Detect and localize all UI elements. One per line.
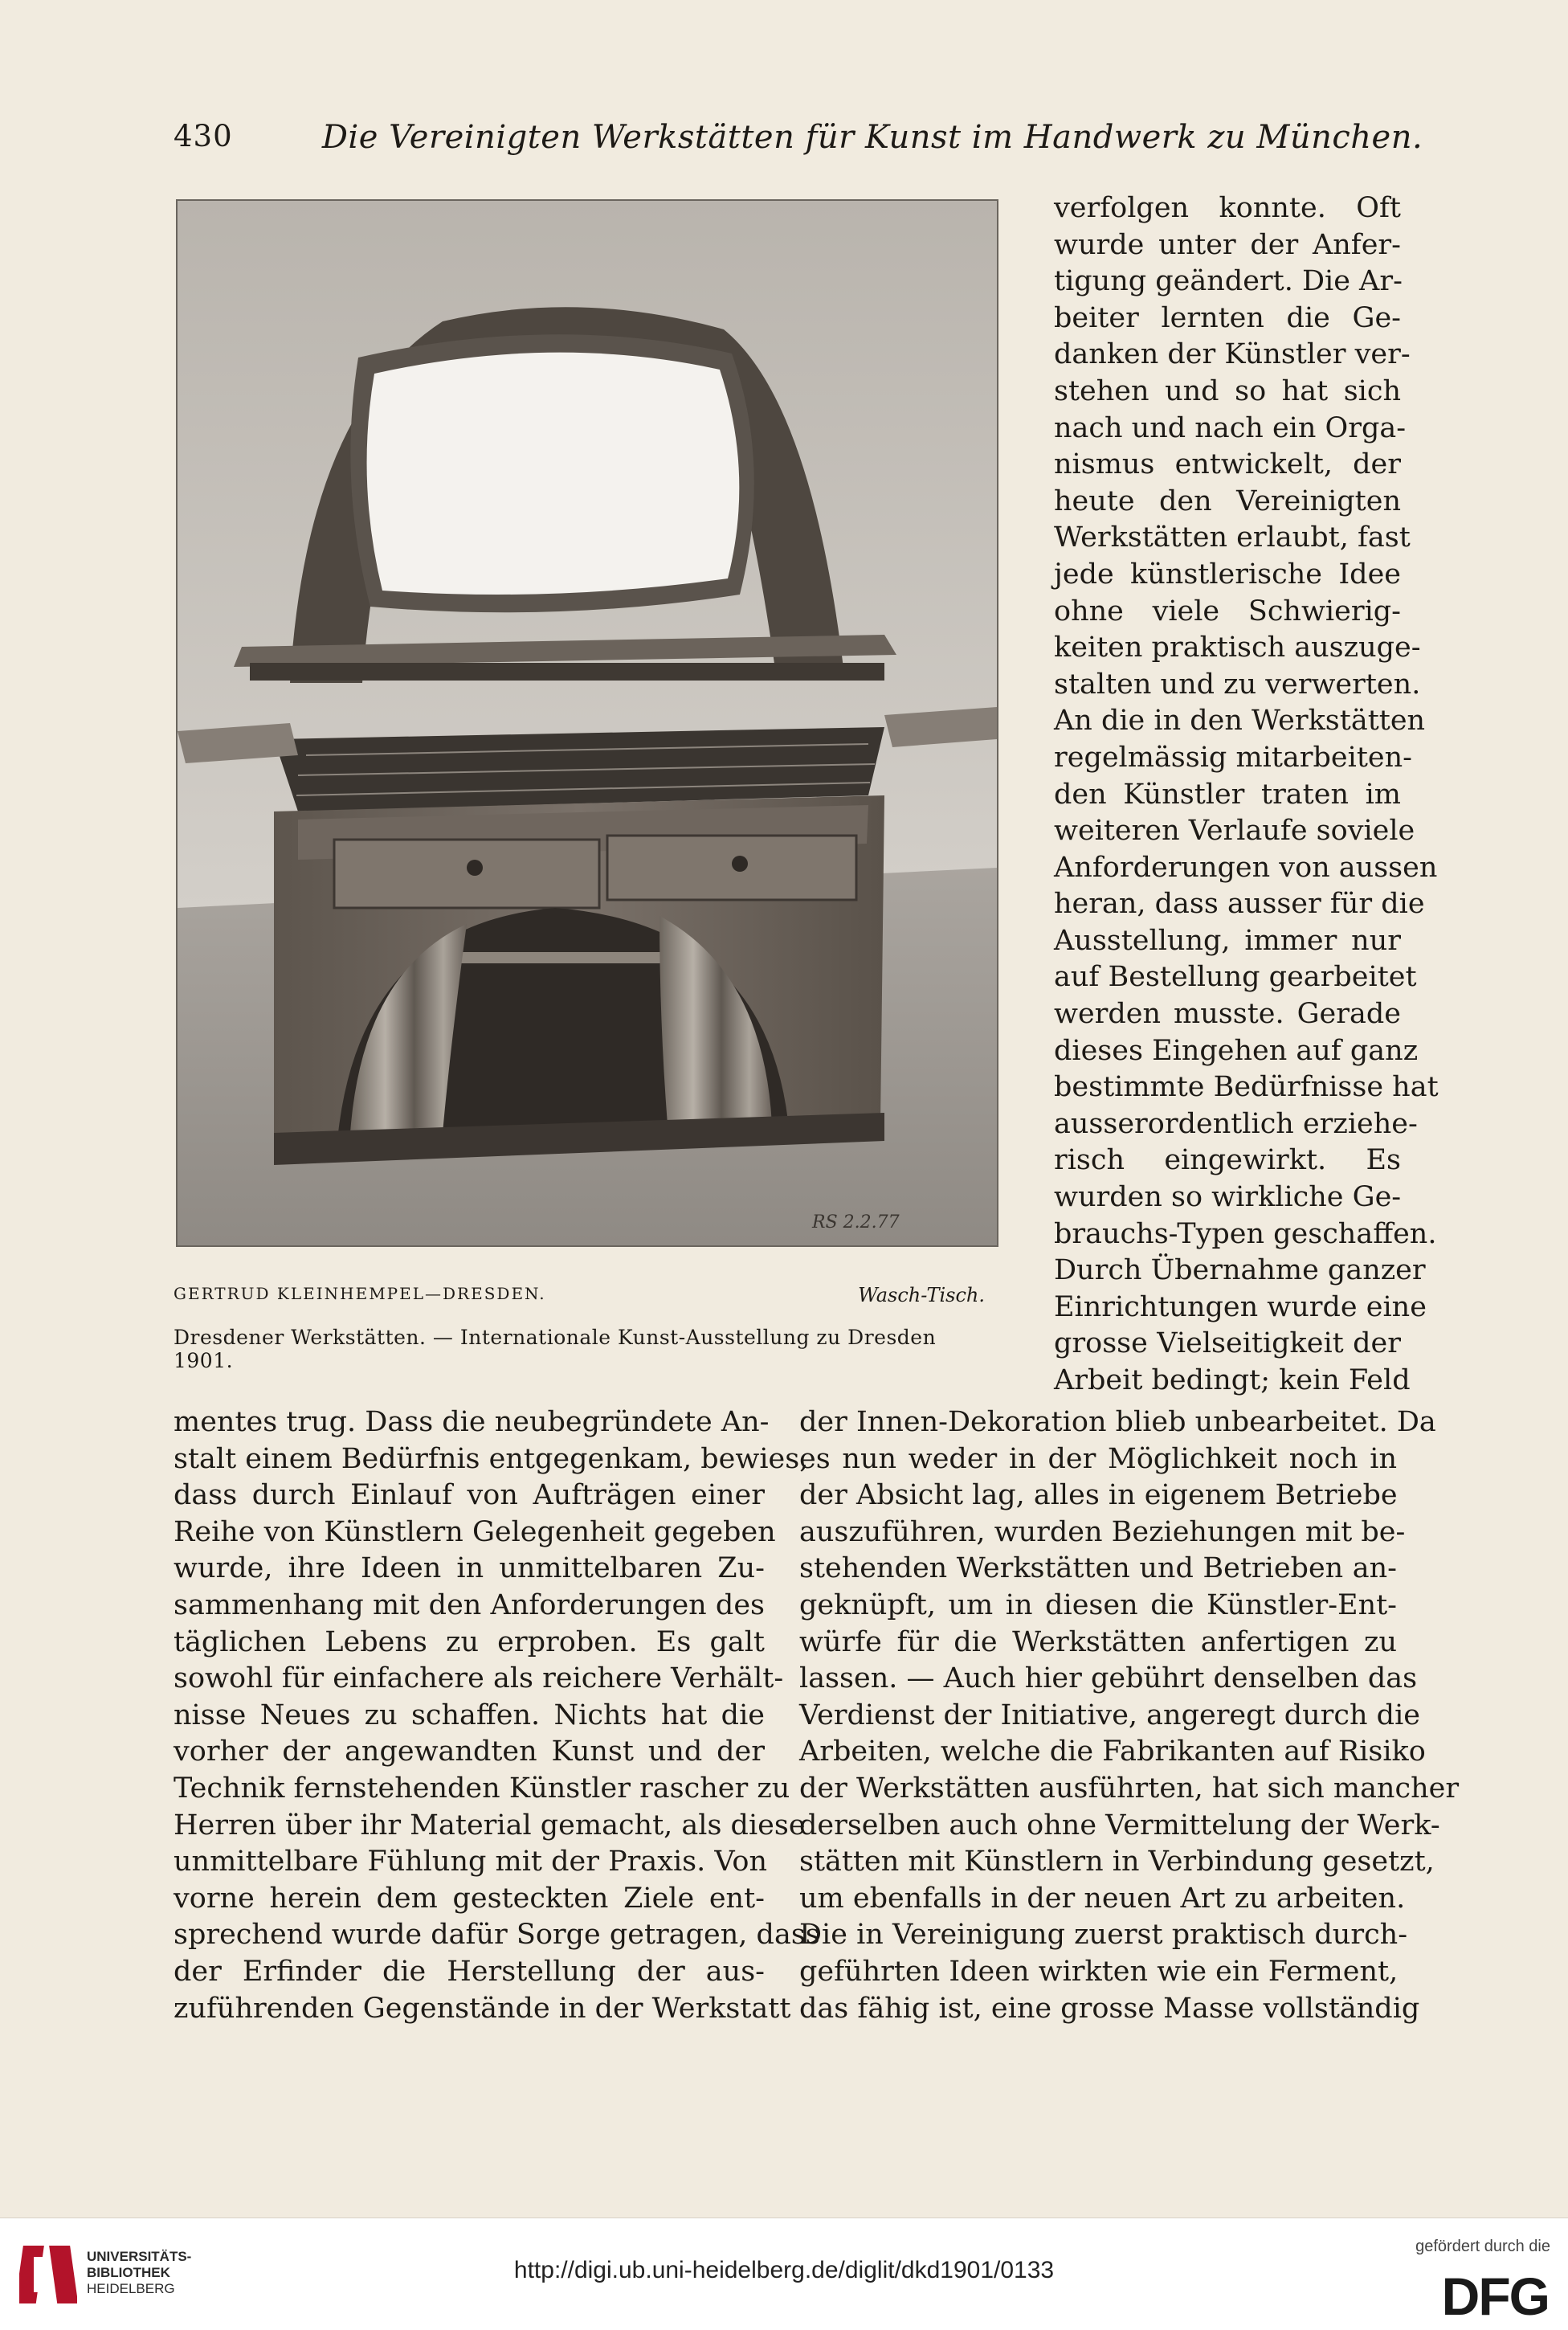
text-line: wurde, ihre Ideen in unmittelbaren Zu- (174, 1552, 765, 1585)
text-line: mentes trug. Dass die neubegründete An- (174, 1406, 770, 1438)
text-line: grosse Vielseitigkeit der (1054, 1327, 1401, 1360)
text-line: auszuführen, wurden Beziehungen mit be- (799, 1515, 1406, 1548)
washstand-photograph (176, 199, 998, 1247)
text-line: brauchs-Typen geschaffen. (1054, 1217, 1437, 1250)
text-line: Reihe von Künstlern Gelegenheit gegeben (174, 1515, 776, 1548)
text-line: lassen. — Auch hier gebührt denselben das (799, 1662, 1418, 1695)
text-line: den Künstler traten im (1054, 778, 1401, 811)
digitization-footer (0, 2218, 1568, 2330)
text-line: Herren über ihr Material gemacht, als diese (174, 1809, 806, 1842)
text-line: täglichen Lebens zu erproben. Es galt (174, 1625, 765, 1658)
text-line: regelmässig mitarbeiten- (1054, 741, 1412, 774)
text-line: zuführenden Gegenstände in der Werkstatt (174, 1992, 791, 2025)
dfg-logo-text: DFG (1441, 2268, 1549, 2321)
text-line: um ebenfalls in der neuen Art zu arbeiten. (799, 1882, 1406, 1915)
text-line: ohne viele Schwierig- (1054, 595, 1401, 627)
text-line: keiten praktisch auszuge- (1054, 632, 1421, 664)
text-line: bestimmte Bedürfnisse hat (1054, 1071, 1439, 1104)
page-number: 430 (174, 119, 233, 153)
text-line: auf Bestellung gearbeitet (1054, 961, 1417, 994)
right-text-column (799, 1404, 1460, 2027)
text-line: stätten mit Künstlern in Verbindung gesetzt, (799, 1846, 1435, 1878)
library-line-3: HEIDELBERG (87, 2281, 175, 2296)
text-line: risch eingewirkt. Es (1054, 1144, 1401, 1177)
text-line: danken der Künstler ver- (1054, 338, 1411, 371)
text-line: der Erfinder die Herstellung der aus- (174, 1955, 765, 1988)
left-text-column (174, 1404, 820, 2027)
text-line: Die in Vereinigung zuerst praktisch durch- (799, 1919, 1408, 1952)
text-line: wurde unter der Anfer- (1054, 228, 1401, 261)
text-line: es nun weder in der Möglichkeit noch in (799, 1442, 1397, 1475)
text-line: heute den Vereinigten (1054, 484, 1401, 517)
page-header (174, 119, 1423, 167)
text-line: An die in den Werkstätten (1054, 705, 1426, 738)
text-line: würfe für die Werkstätten anfertigen zu (799, 1625, 1397, 1658)
text-line: Verdienst der Initiative, angeregt durch die (799, 1698, 1420, 1731)
library-line-2: BIBLIOTHEK (87, 2265, 170, 2280)
text-line: der Absicht lag, alles in eigenem Betriebe (799, 1479, 1398, 1512)
text-line: derselben auch ohne Vermittelung der Werk- (799, 1809, 1440, 1842)
text-line: sprechend wurde dafür Sorge getragen, dass (174, 1919, 820, 1952)
figure-caption (174, 1284, 993, 1311)
text-line: heran, dass ausser für die (1054, 888, 1425, 921)
text-line: geknüpft, um in diesen die Künstler-Ent- (799, 1588, 1397, 1621)
text-line: ausserordentlich erziehe- (1054, 1107, 1418, 1140)
text-line: das fähig ist, eine grosse Masse vollständig (799, 1992, 1420, 2025)
caption-author: GERTRUD KLEINHEMPEL—DRESDEN. (174, 1284, 546, 1303)
photo-signature: RS 2.2.77 (812, 1212, 900, 1232)
text-line: stalten und zu verwerten. (1054, 668, 1421, 701)
text-line: verfolgen konnte. Oft (1054, 192, 1401, 224)
text-line: der Werkstätten ausführten, hat sich mancher (799, 1772, 1460, 1805)
text-line: unmittelbare Fühlung mit der Praxis. Von (174, 1846, 768, 1878)
text-line: Werkstätten erlaubt, fast (1054, 521, 1411, 554)
text-line: werden musste. Gerade (1054, 998, 1401, 1031)
text-line: Ausstellung, immer nur (1054, 924, 1401, 957)
text-line: Arbeiten, welche die Fabrikanten auf Risiko (799, 1735, 1426, 1768)
text-line: Durch Übernahme ganzer (1054, 1254, 1426, 1287)
caption-source: Dresdener Werkstätten. — Internationale Kunst-Ausstellung zu Dresden 1901. (174, 1326, 937, 1372)
text-line: sowohl für einfachere als reichere Verhält- (174, 1662, 784, 1695)
text-line: nach und nach ein Orga- (1054, 411, 1407, 444)
text-line: jede künstlerische Idee (1054, 558, 1401, 591)
text-line: der Innen-Dekoration blieb unbearbeitet. Da (799, 1406, 1436, 1438)
text-line: stehen und so hat sich (1054, 374, 1401, 407)
running-title: Die Vereinigten Werkstätten für Kunst im Handwerk zu München. (321, 119, 1423, 156)
caption-object: Wasch-Tisch. (858, 1284, 985, 1306)
text-line: vorne herein dem gesteckten Ziele ent- (174, 1882, 765, 1915)
library-line-1: UNIVERSITÄTS- (87, 2249, 192, 2264)
text-line: vorher der angewandten Kunst und der (174, 1735, 765, 1768)
text-line: wurden so wirkliche Ge- (1054, 1181, 1402, 1214)
side-text-column (1054, 190, 1439, 1400)
text-line: tigung geändert. Die Ar- (1054, 265, 1403, 298)
dfg-logo-icon (1391, 2268, 1552, 2321)
permalink-url[interactable]: http://digi.ub.uni-heidelberg.de/diglit/dkd1901/0133 (513, 2257, 1055, 2283)
text-line: geführten Ideen wirkten wie ein Ferment, (799, 1955, 1399, 1988)
text-line: nismus entwickelt, der (1054, 448, 1401, 481)
text-line: Einrichtungen wurde eine (1054, 1290, 1427, 1323)
text-line: beiter lernten die Ge- (1054, 301, 1401, 334)
text-line: nisse Neues zu schaffen. Nichts hat die (174, 1698, 765, 1731)
funding-note: gefördert durch die (1415, 2238, 1550, 2255)
text-line: weiteren Verlaufe soviele (1054, 815, 1415, 848)
text-line: Technik fernstehenden Künstler rascher zu (174, 1772, 790, 1805)
text-line: Arbeit bedingt; kein Feld (1054, 1364, 1411, 1396)
washstand-illustration (178, 201, 997, 1245)
text-line: Anforderungen von aussen (1054, 851, 1438, 884)
text-line: dass durch Einlauf von Aufträgen einer (174, 1479, 765, 1512)
text-line: stehenden Werkstätten und Betrieben an- (799, 1552, 1397, 1585)
text-line: dieses Eingehen auf ganz (1054, 1034, 1419, 1067)
text-line: stalt einem Bedürfnis entgegenkam, bewies, (174, 1442, 809, 1475)
text-line: sammenhang mit den Anforderungen des (174, 1588, 765, 1621)
